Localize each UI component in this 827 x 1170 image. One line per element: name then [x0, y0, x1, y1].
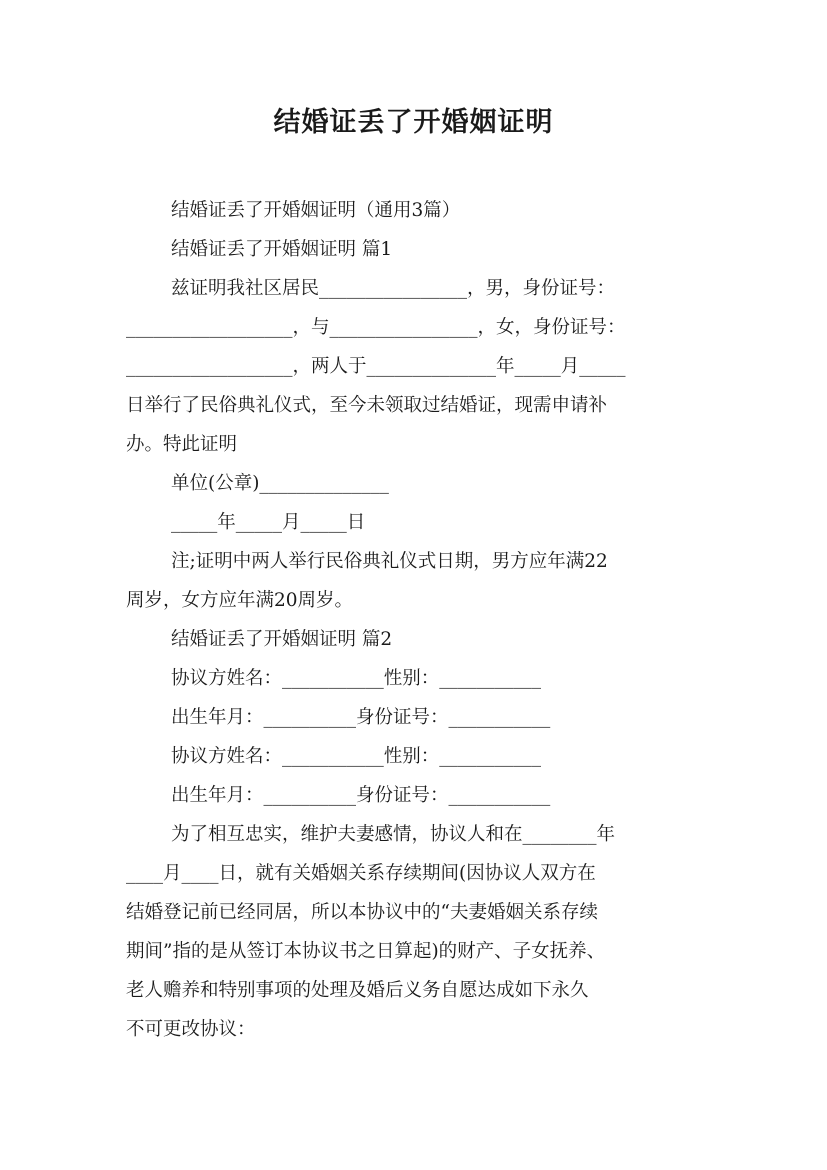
- form-line: 协议方姓名：___________性别：___________: [171, 746, 542, 767]
- paragraph-line: 办。特此证明: [126, 434, 238, 455]
- note-line: 周岁，女方应年满20周岁。: [126, 590, 354, 611]
- paragraph-line: __________________，与________________，女，身份证号：: [126, 317, 626, 338]
- form-line: 协议方姓名：___________性别：___________: [171, 668, 542, 689]
- paragraph-line: 期间”指的是从签订本协议书之日算起)的财产、子女抚养、: [126, 941, 606, 962]
- doc-subtitle: 结婚证丢了开婚姻证明（通用3篇）: [171, 200, 461, 221]
- date-line: _____年_____月_____日: [171, 512, 366, 533]
- paragraph-line: __________________，两人于______________年_____月_____: [126, 356, 626, 377]
- paragraph-line: 不可更改协议：: [126, 1019, 256, 1040]
- note-line: 注;证明中两人举行民俗典礼仪式日期，男方应年满22: [171, 551, 608, 572]
- paragraph-line: 老人赡养和特别事项的处理及婚后义务自愿达成如下永久: [126, 980, 589, 1001]
- paragraph-line: 为了相互忠实，维护夫妻感情，协议人和在________年: [171, 824, 616, 845]
- seal-line: 单位(公章)______________: [171, 473, 389, 494]
- document-title: 结婚证丢了开婚姻证明: [273, 107, 554, 138]
- paragraph-line: 日举行了民俗典礼仪式，至今未领取过结婚证，现需申请补: [126, 395, 608, 416]
- paragraph-line: 结婚登记前已经同居，所以本协议中的“夫妻婚姻关系存续: [126, 902, 598, 923]
- form-line: 出生年月：__________身份证号：___________: [171, 707, 551, 728]
- section-heading-1: 结婚证丢了开婚姻证明 篇1: [171, 239, 393, 260]
- paragraph-line: ____月____日，就有关婚姻关系存续期间(因协议人双方在: [126, 863, 596, 884]
- section-heading-2: 结婚证丢了开婚姻证明 篇2: [171, 629, 393, 650]
- paragraph-line: 兹证明我社区居民________________，男，身份证号：: [171, 278, 616, 299]
- form-line: 出生年月：__________身份证号：___________: [171, 785, 551, 806]
